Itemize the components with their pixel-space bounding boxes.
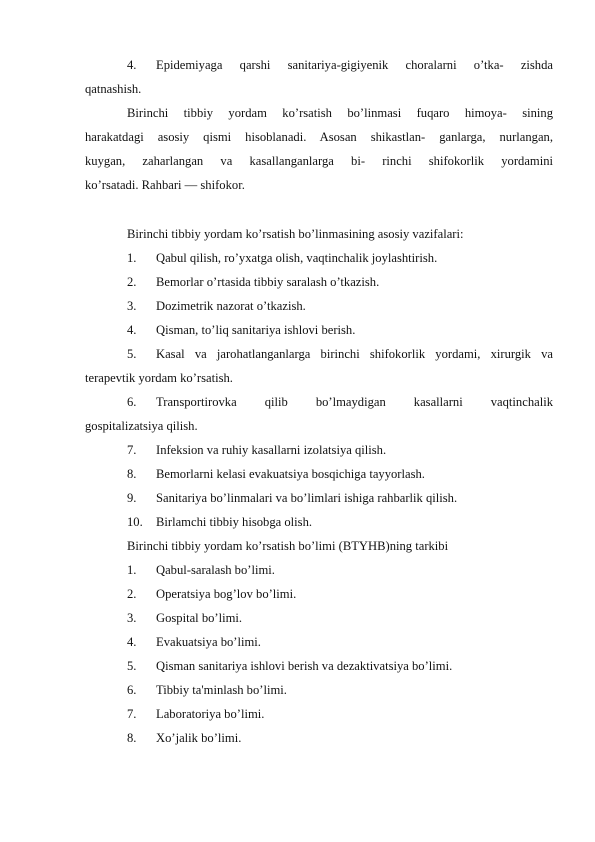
list-item: Kasal va jarohatlanganlarga birinchi shifokorlik yordami, xirurgik va	[156, 347, 553, 361]
list-item: Infeksion va ruhiy kasallarni izolatsiya qilish.	[156, 443, 387, 457]
list-item-number: 7.	[127, 443, 137, 457]
structure-heading: Birinchi tibbiy yordam ko’rsatish bo’limi (BTYHB)ning tarkibi	[127, 539, 449, 553]
list-item-number: 4.	[127, 635, 137, 649]
list-item-number: 2.	[127, 275, 137, 289]
list-item: Sanitariya bo’linmalari va bo’limlari ishiga rahbarlik qilish.	[156, 491, 458, 505]
list-item-number: 5.	[127, 347, 137, 361]
list-item: Birlamchi tibbiy hisobga olish.	[156, 515, 313, 529]
list-item-number: 6.	[127, 683, 137, 697]
paragraph-line: kuygan, zaharlangan va kasallanganlarga bi- rinchi shifokorlik yordamini	[85, 154, 553, 168]
paragraph-line: Birinchi tibbiy yordam ko’rsatish bo’linmasi fuqaro himoya- sining	[127, 106, 553, 120]
list-item: Qisman, to’liq sanitariya ishlovi berish.	[156, 323, 356, 337]
list-item: Transportirovka qilib bo’lmaydigan kasallarni vaqtinchalik	[156, 395, 553, 409]
list-item-number: 3.	[127, 611, 137, 625]
list-item-number: 9.	[127, 491, 137, 505]
list-item-number: 5.	[127, 659, 137, 673]
list-item-number: 10.	[127, 515, 143, 529]
list-item-number: 8.	[127, 731, 137, 745]
list-item-number: 1.	[127, 563, 137, 577]
intro-item-text: Epidemiyaga qarshi sanitariya-gigiyenik choralarni o’tka- zishda	[156, 58, 553, 72]
list-item-continuation: terapevtik yordam ko’rsatish.	[85, 371, 233, 385]
list-item: Evakuatsiya bo’limi.	[156, 635, 261, 649]
list-item: Bemorlar o’rtasida tibbiy saralash o’tkazish.	[156, 275, 380, 289]
intro-item-number: 4.	[127, 58, 137, 72]
list-item: Bemorlarni kelasi evakuatsiya bosqichiga tayyorlash.	[156, 467, 425, 481]
list-item-number: 6.	[127, 395, 137, 409]
intro-item-continuation: qatnashish.	[85, 82, 142, 96]
list-item: Qabul-saralash bo’limi.	[156, 563, 275, 577]
paragraph-line: harakatdagi asosiy qismi hisoblanadi. Asosan shikastlan- ganlarga, nurlangan,	[85, 130, 553, 144]
list-item: Dozimetrik nazorat o’tkazish.	[156, 299, 306, 313]
list-item: Qisman sanitariya ishlovi berish va dezaktivatsiya bo’limi.	[156, 659, 453, 673]
list-item-number: 1.	[127, 251, 137, 265]
list-item-continuation: gospitalizatsiya qilish.	[85, 419, 198, 433]
list-item-number: 7.	[127, 707, 137, 721]
list-item: Tibbiy ta'minlash bo’limi.	[156, 683, 287, 697]
list-item: Operatsiya bog’lov bo’limi.	[156, 587, 297, 601]
list-item-number: 2.	[127, 587, 137, 601]
list-item-number: 3.	[127, 299, 137, 313]
tasks-heading: Birinchi tibbiy yordam ko’rsatish bo’linmasining asosiy vazifalari:	[127, 227, 464, 241]
paragraph-line: ko’rsatadi. Rahbari — shifokor.	[85, 178, 245, 192]
list-item: Laboratoriya bo’limi.	[156, 707, 265, 721]
list-item-number: 8.	[127, 467, 137, 481]
list-item: Qabul qilish, ro’yxatga olish, vaqtinchalik joylashtirish.	[156, 251, 438, 265]
list-item: Gospital bo’limi.	[156, 611, 243, 625]
list-item: Xo’jalik bo’limi.	[156, 731, 242, 745]
list-item-number: 4.	[127, 323, 137, 337]
